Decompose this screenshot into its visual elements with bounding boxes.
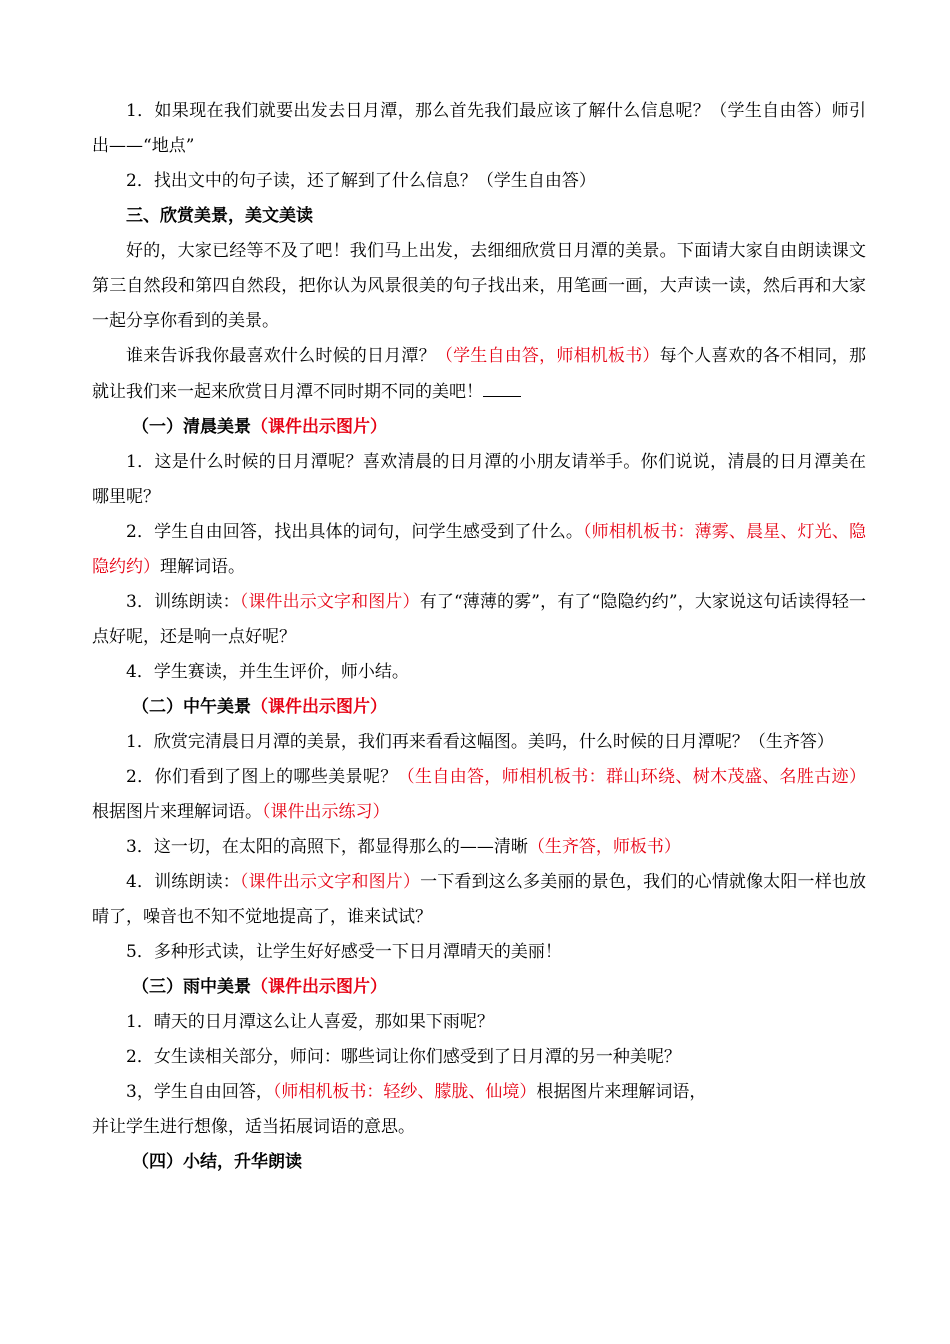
teacher-note: （课件出示图片） (251, 417, 387, 437)
subsection-heading (92, 690, 866, 725)
subsection-title: （三）雨中美景 (132, 977, 251, 997)
subsection-heading (92, 410, 866, 445)
paragraph (92, 1075, 866, 1110)
teacher-note: （课件出示练习） (262, 802, 390, 822)
text: 根据图片来理解词语， (536, 1082, 707, 1102)
teacher-note: （学生自由答，师相机板书） (435, 346, 660, 366)
subsection-heading: （四）小结，升华朗读 (132, 1152, 302, 1172)
paragraph: 1．欣赏完清晨日月潭的美景，我们再来看看这幅图。美吗，什么时候的日月潭呢？（生齐答） (126, 732, 834, 752)
text: 每个人喜欢的各不相同，那就让我们来一起来欣赏日月潭不同时期不同的美吧！ (92, 346, 867, 402)
text: 一下看到这么多美丽的景色，我们的心情就像太阳一样也放晴了，噪音也不知不觉地提高了，谁来试试？ (92, 872, 867, 927)
paragraph (92, 585, 866, 655)
text: 2．学生自由回答，找出具体的词句，问学生感受到了什么。 (126, 522, 584, 542)
paragraph: 1．如果现在我们就要出发去日月潭，那么首先我们最应该了解什么信息呢？（学生自由答）师引出——“地点” (92, 101, 866, 156)
teacher-note: （课件出示文字和图片） (239, 872, 421, 892)
paragraph (92, 830, 866, 865)
teacher-note: （生齐答，师板书） (527, 837, 681, 857)
paragraph: 1．这是什么时候的日月潭呢？喜欢清晨的日月潭的小朋友请举手。你们说说，清晨的日月潭美在哪里呢？ (92, 452, 866, 507)
paragraph: 并让学生进行想像，适当拓展词语的意思。 (92, 1117, 415, 1137)
text: 4．训练朗读： (126, 872, 240, 892)
teacher-note: （生自由答，师相机板书：群山环绕、树木茂盛、名胜古迹） (397, 767, 867, 787)
blank-line (483, 374, 521, 397)
text: 根据图片来理解词语。 (92, 802, 262, 822)
teacher-note: （师相机板书：轻纱、朦胧、仙境） (272, 1082, 537, 1102)
subsection-title: （一）清晨美景 (132, 417, 251, 437)
paragraph: 1．晴天的日月潭这么让人喜爱，那如果下雨呢？ (126, 1012, 494, 1032)
teacher-note: （课件出示图片） (251, 697, 387, 717)
text: 2．你们看到了图上的哪些美景呢？ (126, 767, 398, 787)
subsection-title: （二）中午美景 (132, 697, 251, 717)
text: 谁来告诉我你最喜欢什么时候的日月潭？ (126, 346, 436, 366)
text: 3，学生自由回答， (126, 1082, 273, 1102)
paragraph (92, 339, 866, 410)
teacher-note: （师相机板书：薄雾、晨星、灯光、隐隐约约） (92, 522, 866, 577)
section-heading: 三、欣赏美景，美文美读 (126, 206, 313, 226)
text: 3．这一切，在太阳的高照下，都显得那么的——清晰 (126, 837, 528, 857)
paragraph (92, 515, 866, 585)
text: 有了“薄薄的雾”，有了“隐隐约约”，大家说这句话读得轻一点好呢，还是响一点好呢？ (92, 592, 866, 647)
paragraph (92, 760, 866, 830)
teacher-note: （课件出示文字和图片） (239, 592, 420, 612)
text: 3．训练朗读： (126, 592, 240, 612)
paragraph: 2．找出文中的句子读，还了解到了什么信息？（学生自由答） (126, 171, 596, 191)
text: 理解词语。 (160, 557, 245, 577)
paragraph: 4．学生赛读，并生生评价，师小结。 (126, 662, 409, 682)
paragraph: 好的，大家已经等不及了吧！我们马上出发，去细细欣赏日月潭的美景。下面请大家自由朗读课文第三自然段和第四自然段，把你认为风景很美的句子找出来，用笔画一画，大声读一读，然后再和大家一起分享你看到的美景。 (92, 241, 866, 331)
document-page (92, 94, 866, 1180)
subsection-heading (92, 970, 866, 1005)
paragraph (92, 865, 866, 935)
paragraph: 5．多种形式读，让学生好好感受一下日月潭晴天的美丽！ (126, 942, 562, 962)
teacher-note: （课件出示图片） (251, 977, 387, 997)
paragraph: 2．女生读相关部分，师问：哪些词让你们感受到了日月潭的另一种美呢？ (126, 1047, 681, 1067)
